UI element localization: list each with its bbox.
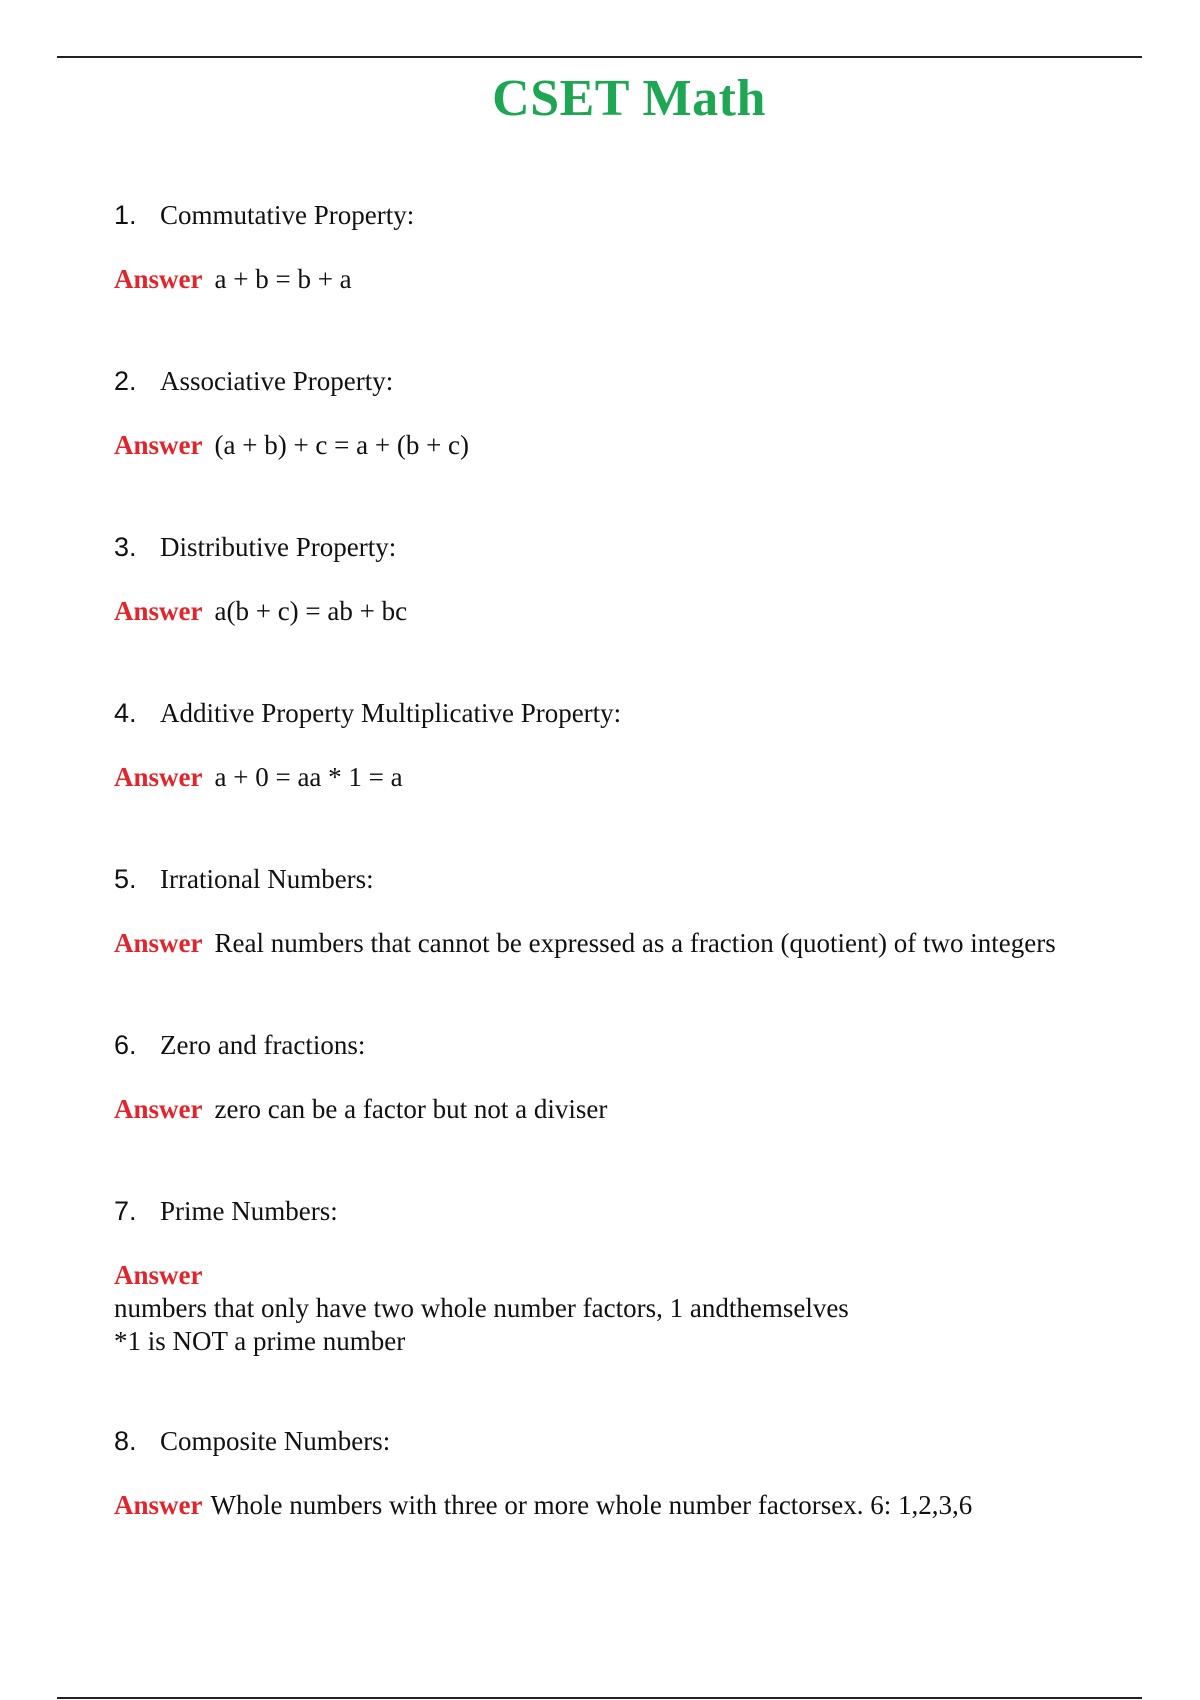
answer-label: Answer xyxy=(114,264,203,294)
question xyxy=(114,696,1154,730)
answer-label: Answer xyxy=(114,1260,203,1290)
question xyxy=(114,530,1154,564)
question-text: Commutative Property: xyxy=(160,200,415,230)
qa-item-5 xyxy=(114,862,1154,960)
question xyxy=(114,198,1154,232)
answer-line: numbers that only have two whole number factors, 1 andthemselves xyxy=(114,1293,849,1323)
answer-text: a + b = b + a xyxy=(214,264,352,294)
question-text: Prime Numbers: xyxy=(160,1196,338,1226)
answer xyxy=(114,262,1154,296)
question xyxy=(114,364,1154,398)
answer-label: Answer xyxy=(114,596,203,626)
question-text: Distributive Property: xyxy=(160,532,397,562)
bottom-rule xyxy=(57,1697,1142,1699)
answer xyxy=(114,594,1154,628)
answer-label: Answer xyxy=(114,430,203,460)
answer-label: Answer xyxy=(114,762,203,792)
answer-label: Answer xyxy=(114,1490,203,1520)
question-number: 7. xyxy=(114,1196,137,1226)
qa-item-3 xyxy=(114,530,1154,628)
answer-text: (a + b) + c = a + (b + c) xyxy=(214,430,470,460)
answer-text: a(b + c) = ab + bc xyxy=(214,596,408,626)
answer-text: Whole numbers with three or more whole number factorsex. 6: 1,2,3,6 xyxy=(210,1490,973,1520)
qa-item-7 xyxy=(114,1194,1154,1358)
qa-item-6 xyxy=(114,1028,1154,1126)
question-number: 6. xyxy=(114,1030,137,1060)
answer xyxy=(114,926,1154,960)
top-rule xyxy=(57,56,1142,58)
answer-line: *1 is NOT a prime number xyxy=(114,1326,406,1356)
question-text: Irrational Numbers: xyxy=(160,864,374,894)
answer-text: a + 0 = aa * 1 = a xyxy=(214,762,403,792)
question-number: 5. xyxy=(114,864,137,894)
answer-label: Answer xyxy=(114,1094,203,1124)
question-number: 4. xyxy=(114,698,137,728)
answer xyxy=(114,428,1154,462)
answer-text: zero can be a factor but not a diviser xyxy=(214,1094,608,1124)
question-number: 2. xyxy=(114,366,137,396)
qa-item-1 xyxy=(114,198,1154,296)
question xyxy=(114,1194,1154,1228)
answer xyxy=(114,1258,1154,1358)
question-number: 8. xyxy=(114,1426,137,1456)
question-text: Composite Numbers: xyxy=(160,1426,391,1456)
answer-text: Real numbers that cannot be expressed as a fraction (quotient) of two integers xyxy=(214,928,1056,958)
page-title: CSET Math xyxy=(492,70,766,127)
answer-label: Answer xyxy=(114,928,203,958)
question-text: Associative Property: xyxy=(160,366,394,396)
answer xyxy=(114,760,1154,794)
question-text: Zero and fractions: xyxy=(160,1030,366,1060)
question-number: 1. xyxy=(114,200,137,230)
question xyxy=(114,862,1154,896)
answer xyxy=(114,1488,1154,1522)
answer xyxy=(114,1092,1154,1126)
qa-item-2 xyxy=(114,364,1154,462)
question xyxy=(114,1028,1154,1062)
qa-item-8 xyxy=(114,1424,1154,1522)
question xyxy=(114,1424,1154,1458)
question-text: Additive Property Multiplicative Property: xyxy=(160,698,622,728)
question-number: 3. xyxy=(114,532,137,562)
qa-item-4 xyxy=(114,696,1154,794)
